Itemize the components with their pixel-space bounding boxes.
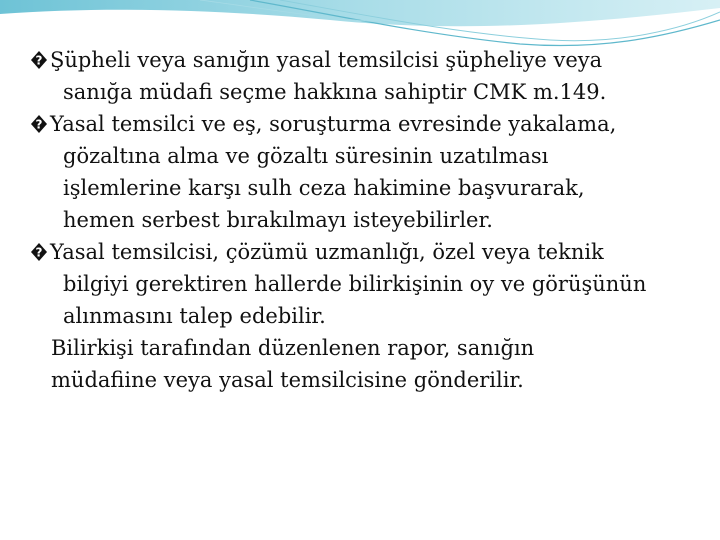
paragraph-line-text: alınmasını talep edebilir. <box>63 304 326 328</box>
paragraph-line-text: işlemlerine karşı sulh ceza hakimine başvurarak, <box>63 176 585 200</box>
replacement-char-icon <box>30 242 48 262</box>
svg-text:?: ? <box>35 245 43 260</box>
paragraph-line <box>30 236 700 268</box>
paragraph-line-text: Yasal temsilci ve eş, soruşturma evresinde yakalama, <box>50 112 617 136</box>
paragraph-2 <box>30 108 700 236</box>
replacement-char-icon <box>30 50 48 70</box>
paragraph-1 <box>30 44 700 108</box>
paragraph-line <box>51 364 700 396</box>
paragraph-line <box>63 172 700 204</box>
paragraph-line-text: sanığa müdafi seçme hakkına sahiptir CMK m.149. <box>63 80 607 104</box>
paragraph-line-text: bilgiyi gerektiren hallerde bilirkişinin oy ve görüşünün <box>63 272 647 296</box>
paragraph-line-text: Şüpheli veya sanığın yasal temsilcisi şüpheliye veya <box>50 48 603 72</box>
svg-text:?: ? <box>35 53 43 68</box>
svg-text:?: ? <box>35 117 43 132</box>
header-swoosh-band <box>0 0 720 26</box>
paragraph-line-text: gözaltına alma ve gözaltı süresinin uzatılması <box>63 144 549 168</box>
paragraph-line <box>63 76 700 108</box>
paragraph-line <box>63 268 700 300</box>
replacement-char-icon <box>30 114 48 134</box>
paragraph-line-text: müdafiine veya yasal temsilcisine gönderilir. <box>51 368 524 392</box>
paragraph-line <box>30 44 700 76</box>
paragraph-3 <box>30 236 700 332</box>
paragraph-line <box>51 332 700 364</box>
paragraph-line <box>63 140 700 172</box>
paragraph-line-text: hemen serbest bırakılmayı isteyebilirler. <box>63 208 493 232</box>
paragraph-line <box>30 108 700 140</box>
paragraph-line <box>63 300 700 332</box>
paragraph-line <box>63 204 700 236</box>
slide-body-text <box>30 44 700 396</box>
paragraph-4 <box>30 332 700 396</box>
paragraph-line-text: Yasal temsilcisi, çözümü uzmanlığı, özel veya teknik <box>50 240 604 264</box>
paragraph-line-text: Bilirkişi tarafından düzenlenen rapor, sanığın <box>51 336 535 360</box>
